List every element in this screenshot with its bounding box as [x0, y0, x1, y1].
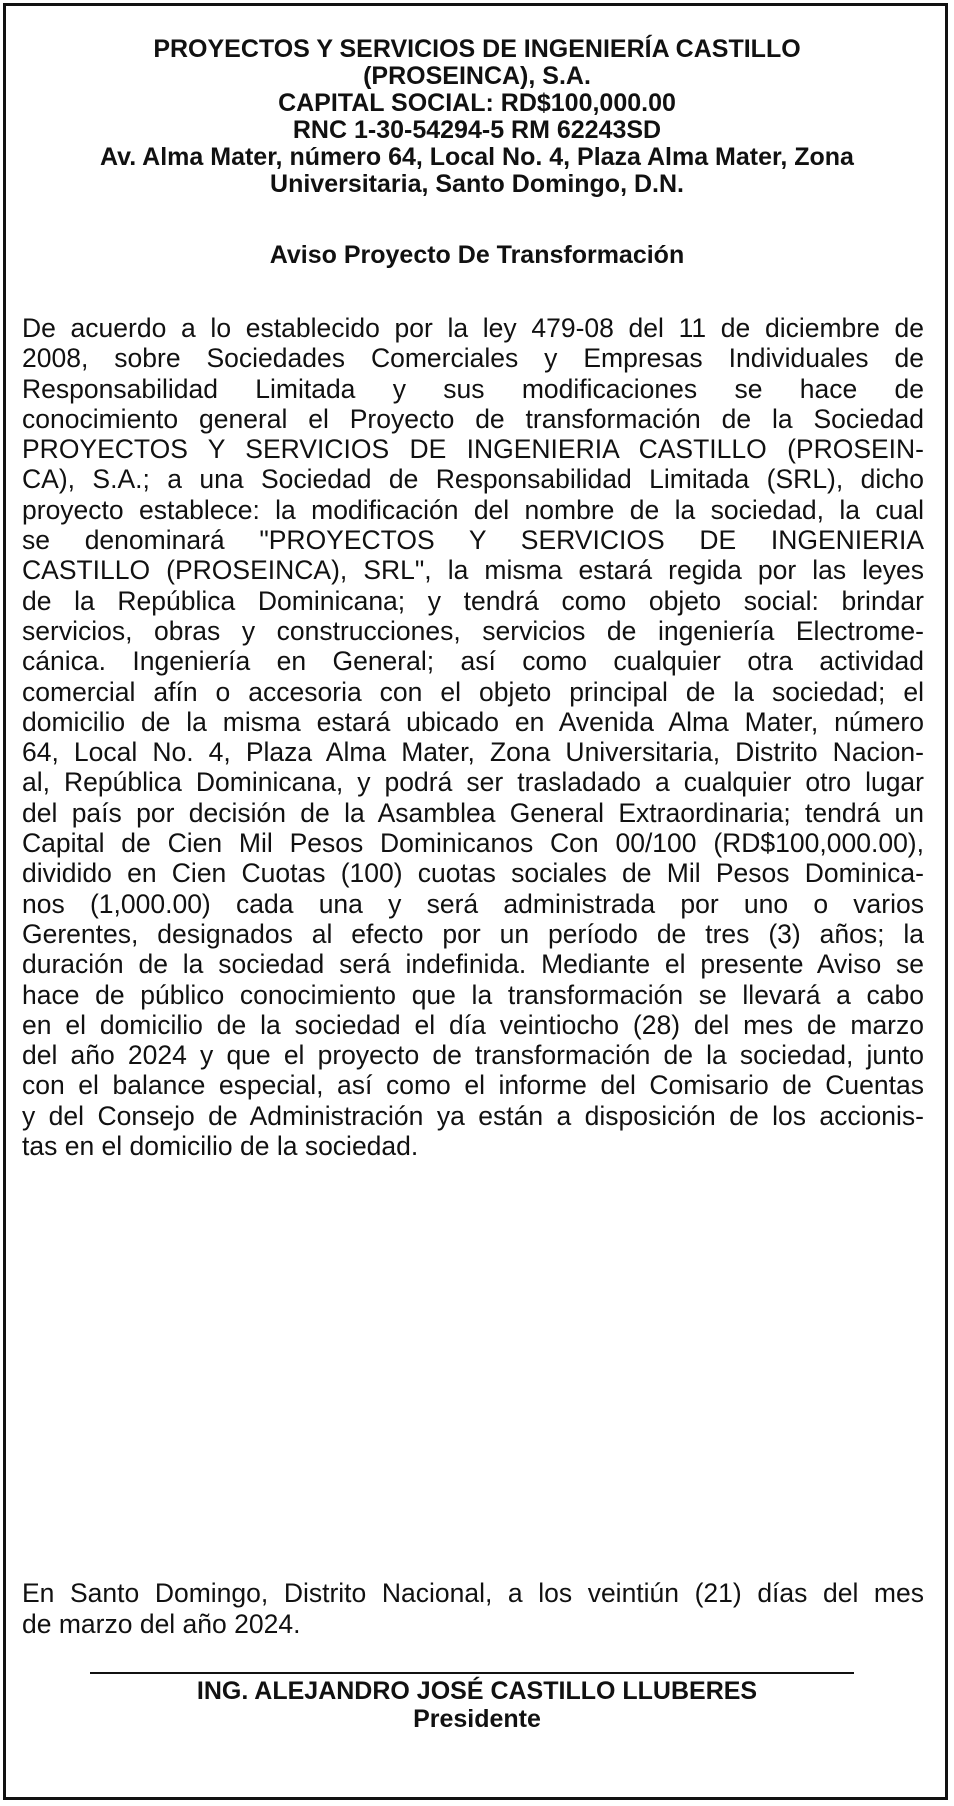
- address-line2: Universitaria, Santo Domingo, D.N.: [270, 170, 684, 198]
- company-name-line1: PROYECTOS Y SERVICIOS DE INGENIERÍA CASTILLO: [153, 35, 801, 63]
- body-line: CASTILLO (PROSEINCA), SRL", la misma estará regida por las leyes: [22, 555, 924, 586]
- body-line: domicilio de la misma estará ubicado en Avenida Alma Mater, número: [22, 706, 924, 737]
- body-line: CA), S.A.; a una Sociedad de Responsabilidad Limitada (SRL), dicho: [22, 464, 924, 495]
- body-line: Gerentes, designados al efecto por un período de tres (3) años; la: [22, 918, 924, 949]
- signatory-name: ING. ALEJANDRO JOSÉ CASTILLO LLUBERES: [196, 1677, 758, 1705]
- body-line: proyecto establece: la modificación del nombre de la sociedad, la cual: [22, 494, 924, 525]
- rnc-number: RNC 1-30-54294-5 RM 62243SD: [292, 116, 662, 144]
- body-line: al, República Dominicana, y podrá ser trasladado a cualquier otro lugar: [22, 767, 924, 798]
- signature-line: [90, 1672, 854, 1674]
- body-line: Capital de Cien Mil Pesos Dominicanos Con 00/100 (RD$100,000.00),: [22, 828, 924, 859]
- address-line1: Av. Alma Mater, número 64, Local No. 4, Plaza Alma Mater, Zona: [100, 143, 854, 171]
- notice-title: Aviso Proyecto De Transformación: [269, 241, 685, 269]
- body-line: se denominará "PROYECTOS Y SERVICIOS DE INGENIERIA: [22, 525, 924, 556]
- closing-paragraph: [22, 1578, 924, 1640]
- body-line: servicios, obras y construcciones, servicios de ingeniería Electrome-: [22, 615, 924, 646]
- body-line: dividido en Cien Cuotas (100) cuotas sociales de Mil Pesos Dominica-: [22, 858, 924, 889]
- body-line: 64, Local No. 4, Plaza Alma Mater, Zona Universitaria, Distrito Nacion-: [22, 737, 924, 768]
- company-name-line2: (PROSEINCA), S.A.: [363, 62, 591, 90]
- body-line: hace de público conocimiento que la transformación se llevará a cabo: [22, 979, 924, 1010]
- body-line: en el domicilio de la sociedad el día veintiocho (28) del mes de marzo: [22, 1009, 924, 1040]
- body-line: con el balance especial, así como el informe del Comisario de Cuentas: [22, 1070, 924, 1101]
- body-line: del año 2024 y que el proyecto de transformación de la sociedad, junto: [22, 1040, 924, 1071]
- signature-block: [0, 1677, 954, 1733]
- body-line: conocimiento general el Proyecto de transformación de la Sociedad: [22, 403, 924, 434]
- body-line: De acuerdo a lo establecido por la ley 479-08 del 11 de diciembre de: [22, 313, 924, 343]
- signatory-title: Presidente: [413, 1705, 541, 1733]
- body-line: Responsabilidad Limitada y sus modificaciones se hace de: [22, 373, 924, 404]
- body-line: 2008, sobre Sociedades Comerciales y Empresas Individuales de: [22, 343, 924, 374]
- body-line: cánica. Ingeniería en General; así como cualquier otra actividad: [22, 646, 924, 677]
- notice-body: [22, 313, 924, 1161]
- body-line: del país por decisión de la Asamblea General Extraordinaria; tendrá un: [22, 797, 924, 828]
- body-line: tas en el domicilio de la sociedad.: [22, 1131, 419, 1162]
- body-line: PROYECTOS Y SERVICIOS DE INGENIERIA CASTILLO (PROSEIN-: [22, 434, 924, 465]
- body-line: duración de la sociedad será indefinida. Mediante el presente Aviso se: [22, 949, 924, 980]
- closing-line2: de marzo del año 2024.: [22, 1609, 301, 1639]
- company-header: [0, 36, 954, 198]
- body-line: y del Consejo de Administración ya están a disposición de los accionis-: [22, 1100, 924, 1131]
- body-line: nos (1,000.00) cada una y será administrada por uno o varios: [22, 888, 924, 919]
- body-line: comercial afín o accesoria con el objeto principal de la sociedad; el: [22, 676, 924, 707]
- body-line: de la República Dominicana; y tendrá como objeto social: brindar: [22, 585, 924, 616]
- closing-line1: En Santo Domingo, Distrito Nacional, a los veintiún (21) días del mes: [22, 1578, 924, 1608]
- capital-social: CAPITAL SOCIAL: RD$100,000.00: [278, 89, 676, 117]
